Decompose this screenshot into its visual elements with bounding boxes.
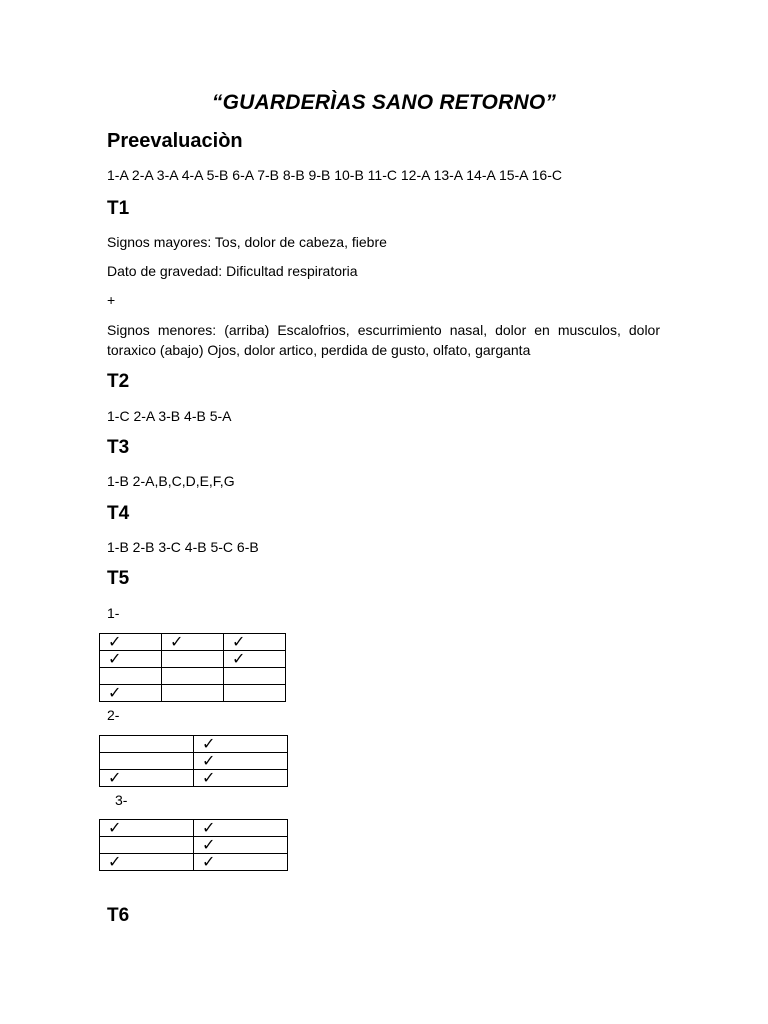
empty-cell xyxy=(162,685,224,702)
t5-table-3 xyxy=(99,819,288,871)
empty-cell xyxy=(100,837,194,854)
document-title: “GUARDERÌAS SANO RETORNO” xyxy=(211,91,557,114)
checkmark-icon: ✓ xyxy=(100,820,194,837)
empty-cell xyxy=(100,753,194,770)
answers-t4: 1-B 2-B 3-C 4-B 5-C 6-B xyxy=(107,539,259,555)
checkmark-icon: ✓ xyxy=(194,770,288,787)
table-row xyxy=(100,753,288,770)
checkmark-icon: ✓ xyxy=(194,837,288,854)
answers-preevaluacion: 1-A 2-A 3-A 4-A 5-B 6-A 7-B 8-B 9-B 10-B 11-C 12-A 13-A 14-A 15-A 16-C xyxy=(107,167,562,183)
checkmark-icon: ✓ xyxy=(194,753,288,770)
checkmark-icon: ✓ xyxy=(224,651,286,668)
checkmark-icon: ✓ xyxy=(100,634,162,651)
empty-cell xyxy=(224,668,286,685)
heading-t1: T1 xyxy=(107,198,130,219)
t1-signos-mayores: Signos mayores: Tos, dolor de cabeza, fiebre xyxy=(107,234,387,250)
heading-t4: T4 xyxy=(107,503,130,524)
answers-t2: 1-C 2-A 3-B 4-B 5-A xyxy=(107,408,232,424)
table-row xyxy=(100,651,286,668)
table-row xyxy=(100,854,288,871)
empty-cell xyxy=(100,736,194,753)
empty-cell xyxy=(224,685,286,702)
empty-cell xyxy=(162,651,224,668)
checkmark-icon: ✓ xyxy=(224,634,286,651)
checkmark-icon: ✓ xyxy=(100,770,194,787)
table-row xyxy=(100,736,288,753)
checkmark-icon: ✓ xyxy=(194,736,288,753)
t5-label-1: 1- xyxy=(107,605,120,621)
checkmark-icon: ✓ xyxy=(194,820,288,837)
checkmark-icon: ✓ xyxy=(100,685,162,702)
checkmark-icon: ✓ xyxy=(194,854,288,871)
t1-signos-menores: Signos menores: (arriba) Escalofrios, escurrimiento nasal, dolor en musculos, dolor toraxico (abajo) Ojos, dolor artico, perdida de gusto, olfato, garganta xyxy=(107,322,660,358)
t1-plus: + xyxy=(107,292,116,308)
t5-label-3: 3- xyxy=(115,792,128,808)
table-row xyxy=(100,770,288,787)
t5-table-1 xyxy=(99,633,286,702)
checkmark-icon: ✓ xyxy=(100,854,194,871)
heading-t2: T2 xyxy=(107,371,130,392)
checkmark-icon: ✓ xyxy=(100,651,162,668)
empty-cell xyxy=(162,668,224,685)
t1-dato-gravedad: Dato de gravedad: Dificultad respiratoria xyxy=(107,263,358,279)
table-row xyxy=(100,837,288,854)
heading-preevaluacion: Preevaluaciòn xyxy=(107,130,243,152)
table-row xyxy=(100,820,288,837)
heading-t5: T5 xyxy=(107,568,130,589)
heading-t3: T3 xyxy=(107,437,130,458)
table-row xyxy=(100,685,286,702)
heading-t6: T6 xyxy=(107,905,130,926)
table-row xyxy=(100,634,286,651)
table-row xyxy=(100,668,286,685)
checkmark-icon: ✓ xyxy=(162,634,224,651)
t5-label-2: 2- xyxy=(107,707,120,723)
answers-t3: 1-B 2-A,B,C,D,E,F,G xyxy=(107,473,235,489)
empty-cell xyxy=(100,668,162,685)
t5-table-2 xyxy=(99,735,288,787)
